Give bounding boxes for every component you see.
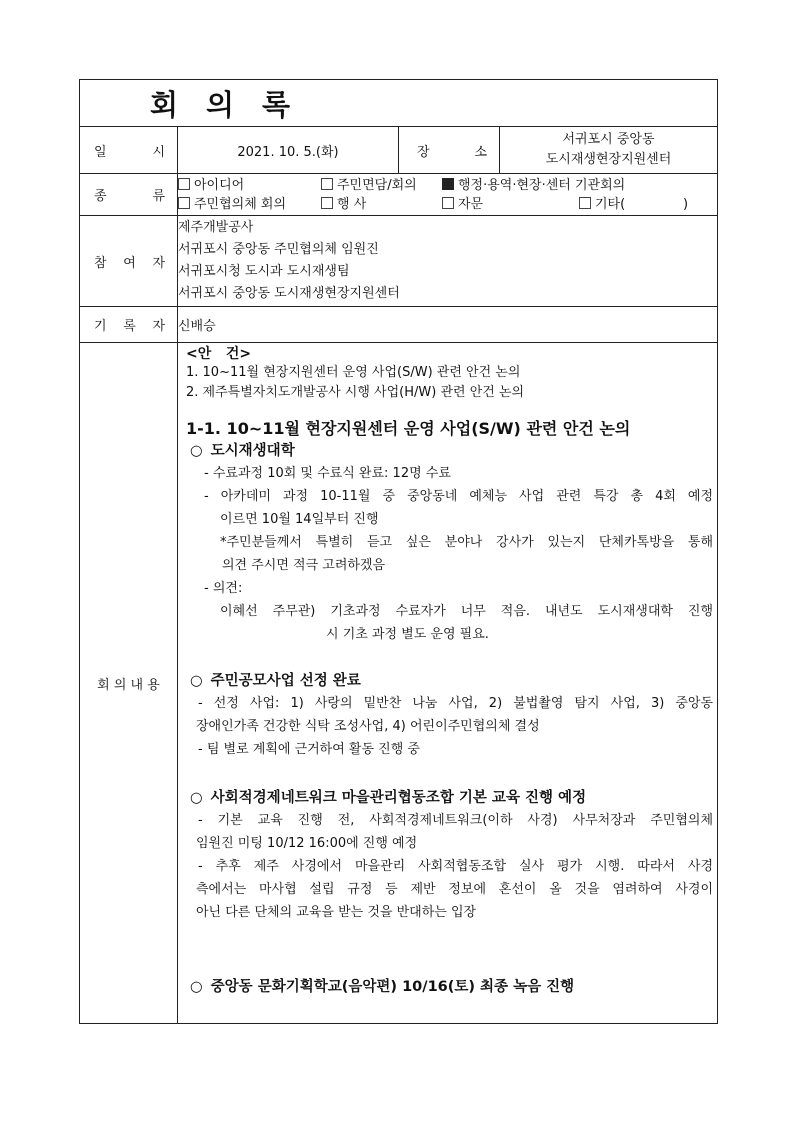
checkbox-icon [579,197,591,209]
type-option-idea[interactable]: 아이디어 [178,176,321,195]
meeting-type-options [178,174,718,216]
checkbox-icon [321,197,333,209]
recorder-value: 신배승 [178,307,718,343]
agenda-heading: <안 건> [186,346,252,362]
checked-box-icon [442,178,454,190]
attendee-item: 서귀포시청 도시과 도시재생팀 [178,264,350,279]
attendee-item: 서귀포시 중앙동 주민협의체 임원진 [178,242,379,257]
checkbox-icon [178,197,190,209]
recorder-label: 기 록 자 [80,307,178,343]
subsection-title: ○ 중앙동 문화기획학교(음악편) 10/16(토) 최종 녹음 진행 [190,979,575,995]
content-label: 회 의 내 용 [80,343,178,1024]
type-option-other[interactable]: 기타( ) [579,195,688,214]
agenda-item: 1. 10~11월 현장지원센터 운영 사업(S/W) 관련 안건 논의 [186,365,521,380]
document-title: 회 의 록 [150,87,291,122]
place-label: 장 소 [399,127,500,174]
checkbox-icon [442,197,454,209]
checkbox-icon [321,178,333,190]
type-option-consulting[interactable]: 자문 [442,195,579,214]
subsection-title: ○ 사회적경제네트워크 마을관리협동조합 기본 교육 진행 예정 [190,790,587,806]
attendee-item: 제주개발공사 [178,220,254,235]
type-option-event[interactable]: 행 사 [321,195,442,214]
subsection-title: ○ 주민공모사업 선정 완료 [190,673,361,689]
attendees-label: 참 여 자 [80,216,178,307]
minutes-table [79,79,718,1024]
checkbox-icon [178,178,190,190]
circle-bullet-icon: ○ [190,673,203,689]
circle-bullet-icon: ○ [190,443,203,459]
type-option-council-meeting[interactable]: 주민협의체 회의 [178,195,321,214]
title-cell [80,80,718,127]
subsection-title: ○ 도시재생대학 [190,443,295,459]
type-label: 종 류 [80,174,178,216]
date-value: 2021. 10. 5.(화) [178,127,399,174]
meeting-minutes-document [79,79,717,1024]
attendees-list [178,216,718,307]
place-value: 서귀포시 중앙동 도시재생현장지원센터 [500,127,718,174]
agenda-item: 2. 제주특별자치도개발공사 시행 사업(H/W) 관련 안건 논의 [186,385,525,400]
section-title: 1-1. 10~11월 현장지원센터 운영 사업(S/W) 관련 안건 논의 [186,419,631,438]
type-option-resident-interview[interactable]: 주민면담/회의 [321,176,442,195]
circle-bullet-icon: ○ [190,979,203,995]
circle-bullet-icon: ○ [190,790,203,806]
attendee-item: 서귀포시 중앙동 도시재생현장지원센터 [178,286,400,301]
type-option-admin-meeting[interactable]: 행정·용역·현장·센터 기관회의 [442,176,625,195]
meeting-content: <안 건> 1. 10~11월 현장지원센터 운영 사업(S/W) 관련 안건 논의 2. 제주특별자치도개발공사 시행 사업(H/W) 관련 안건 논의 1-1. 10~11월 현장지원센터 운영 사업(S/W) 관련 안건 논의 ○ 도시재생대학 - 수료과정 10회 및 수료식 완료: 12명 수료 - 아카데미 과정 10-11월 중 중앙동네 예체능 사업 관련 특강 총 4회 예정 이르면 10월 14일부터 진행 *주민분들께서 특별히 듣고 싶은 분야나 강사가 있는지 단체카톡방을 통해 의견 주시면 적극 고려하겠음 - 의견: 이혜선 주무관) 기초과정 수료자가 너무 적음. 내년도 도시재생대학 진행 시 기초 과정 별도 운영 필요. ○ 주민공모사업 선정 완료 - 선정 사업: 1) 사랑의 밑반찬 나눔 사업, 2) 불법촬영 탐지 사업, 3) 중앙동 장애인가족 건강한 식탁 조성사업, 4) 어린이주민협의체 결성 - 팀 별로 계획에 근거하여 활동 진행 중 ○ 사회적경제네트워크 마을관리협동조합 기본 교육 진행 예정 - 기본 교육 진행 전, 사회적경제네트워크(이하 사경) 사무처장과 주민협의체 임원진 미팅 10/12 16:00에 진행 예정 - 추후 제주 사경에서 마을관리 사회적협동조합 실사 평가 시행. 따라서 사경 측에서는 마사협 설립 규정 등 제반 정보에 혼선이 올 것을 염려하여 사경이 아닌 다른 단체의 교육을 받는 것을 반대하는 입장 ○ 중앙동 문화기획학교(음악편) 10/16(토) 최종 녹음 진행 [178,343,718,1024]
date-label: 일 시 [80,127,178,174]
